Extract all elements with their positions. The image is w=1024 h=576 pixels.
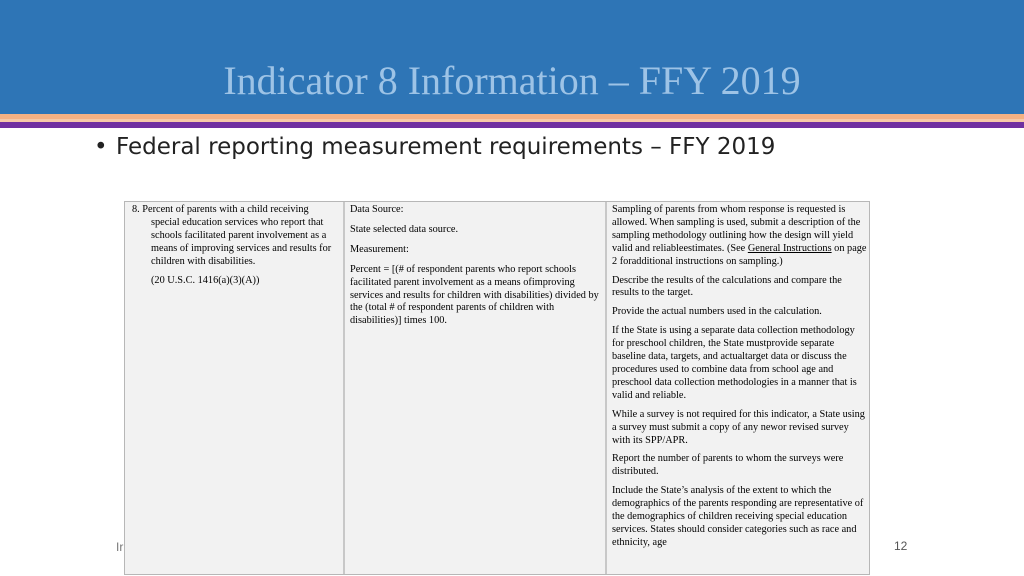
instruction-numbers: Provide the actual numbers used in the calculation. bbox=[612, 306, 822, 318]
instruction-distribution: Report the number of parents to whom the surveys were distributed. bbox=[612, 453, 844, 478]
bullet-item bbox=[94, 134, 775, 160]
indicator-citation: (20 U.S.C. 1416(a)(3)(A)) bbox=[151, 274, 260, 286]
slide-header bbox=[0, 0, 1024, 114]
data-source-column bbox=[345, 202, 607, 574]
measurement-formula: Percent = [(# of respondent parents who report schools facilitated parent involvement as a means ofimproving services and results for children with disabilities) divided by the (total # of respondent parents of children with disabilities)] times 100. bbox=[350, 263, 599, 327]
indicator-text: 8. Percent of parents with a child receiving special education services who report that schools facilitated parent involvement as a means of improving services and results for children with disabilities. bbox=[132, 204, 332, 267]
footer-text: Ir bbox=[116, 540, 124, 554]
requirements-table bbox=[124, 201, 870, 575]
instruction-sampling-text: Sampling of parents from whom response is requested is allowed. When sampling is used, submit a description of the sampling methodology outlining how the design will yield valid and reliableestimates. (See bbox=[612, 204, 861, 254]
instruction-demographics: Include the State’s analysis of the extent to which the demographics of the parents responding are representative of the demographics of children receiving special education services. States should consider categories such as race and ethnicity, age bbox=[612, 485, 864, 548]
instruction-results: Describe the results of the calculations and compare the results to the target. bbox=[612, 274, 842, 299]
data-source-value: State selected data source. bbox=[350, 223, 459, 235]
indicator-column bbox=[125, 202, 345, 574]
page-number: 12 bbox=[894, 539, 908, 553]
accent-stripe-purple bbox=[0, 122, 1024, 128]
slide-title: Indicator 8 Information – FFY 2019 bbox=[223, 58, 801, 103]
instruction-survey: While a survey is not required for this indicator, a State using a survey must submit a copy of any newor revised survey with its SPP/APR. bbox=[612, 408, 865, 446]
data-source-label: Data Source: bbox=[350, 204, 404, 215]
bullet-dot-icon: • bbox=[94, 134, 108, 160]
bullet-text: Federal reporting measurement requirements – FFY 2019 bbox=[116, 134, 776, 160]
instructions-column bbox=[607, 202, 869, 574]
measurement-label: Measurement: bbox=[350, 243, 409, 255]
instruction-sampling bbox=[612, 204, 869, 269]
instruction-sampling-tail: on page 2 foradditional instructions on sampling.) bbox=[612, 242, 867, 267]
general-instructions-link[interactable]: General Instructions bbox=[747, 242, 832, 254]
instruction-preschool: If the State is using a separate data collection methodology for preschool children, the State mustprovide separate baseline data, targets, and actualtarget data or discuss the procedures used to combine data from school age and preschool data collection methodologies in a manner that is valid and reliable. bbox=[612, 325, 857, 401]
